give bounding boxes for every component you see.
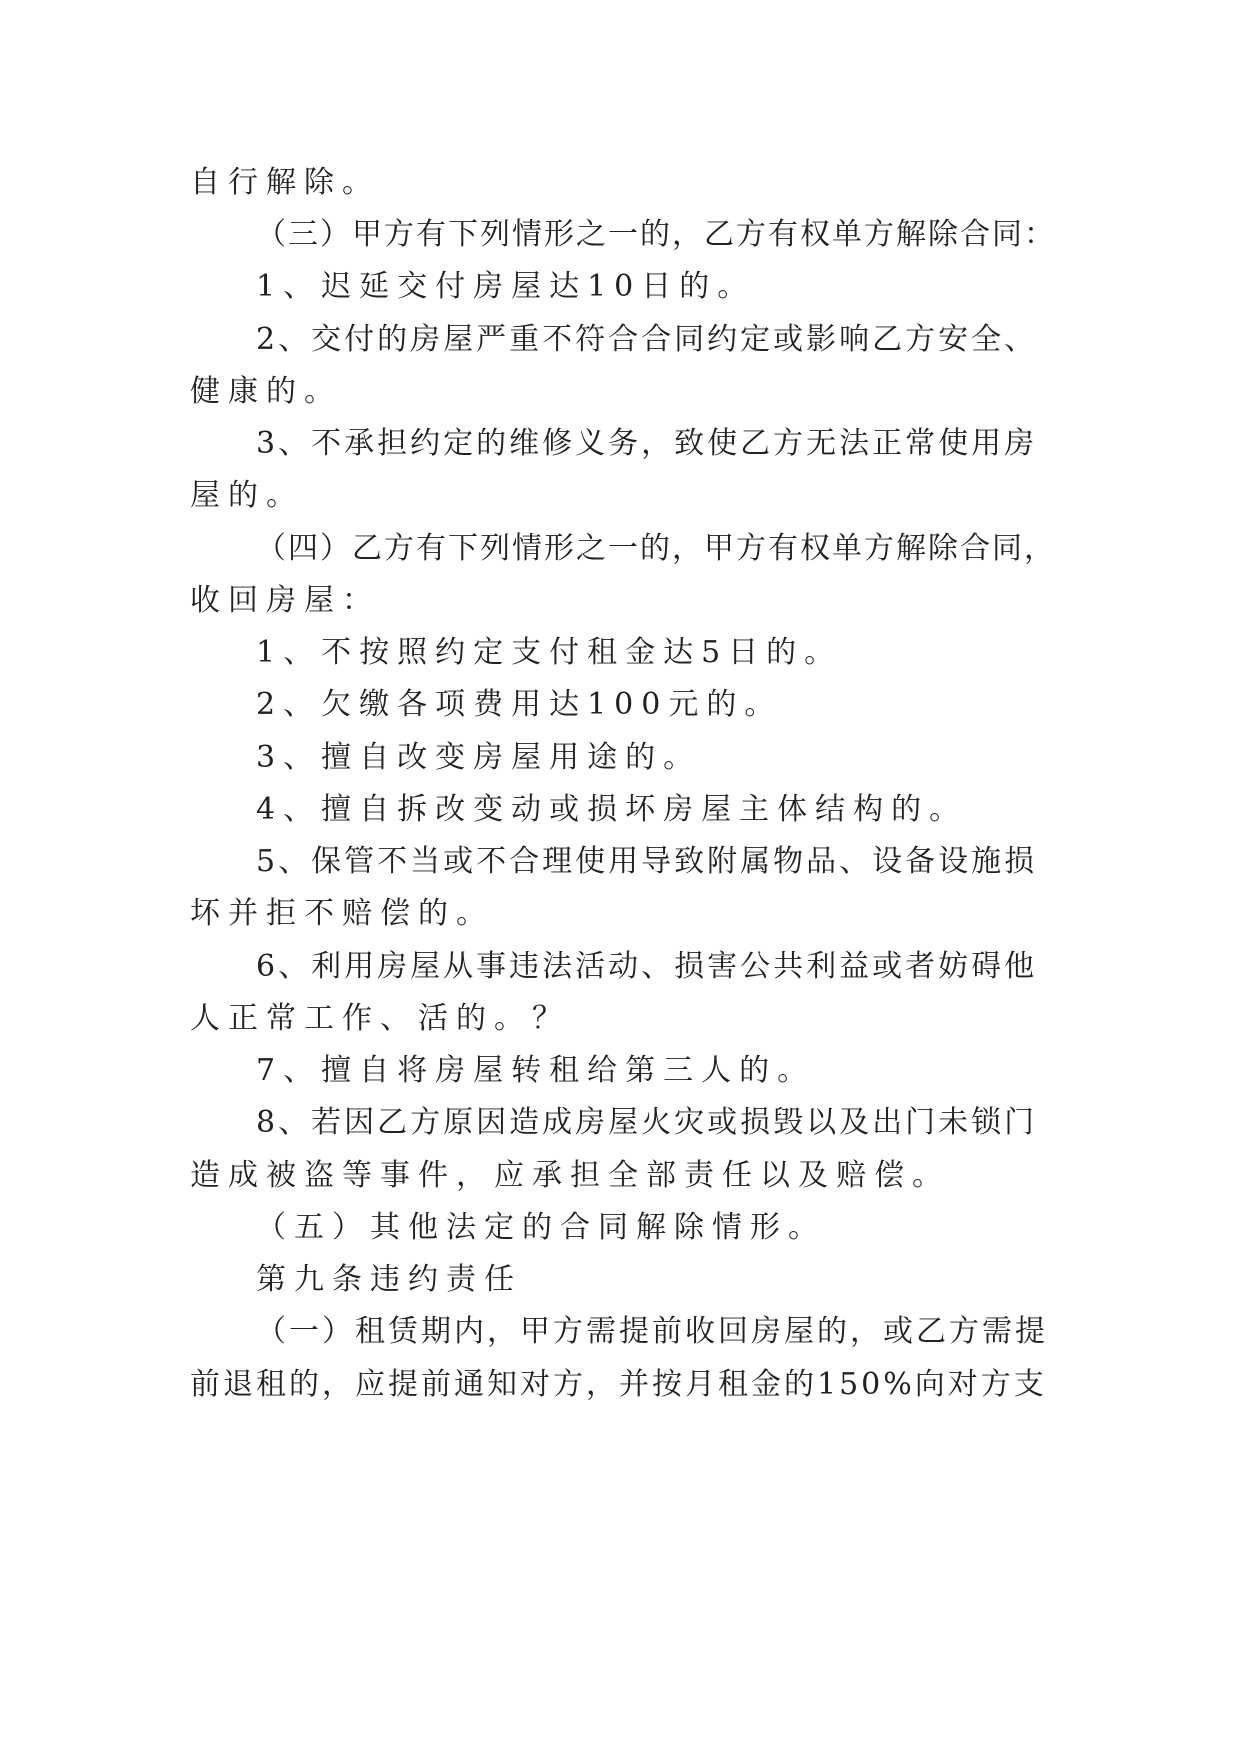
- text-line: （五）其他法定的合同解除情形。: [256, 1210, 826, 1245]
- text-line: 人正常工作、活的。？: [190, 1001, 570, 1036]
- text-line: 坏并拒不赔偿的。: [190, 896, 494, 931]
- text-line: 5、保管不当或不合理使用导致附属物品、设备设施损: [256, 844, 1038, 879]
- text-line: 8、若因乙方原因造成房屋火灾或损毁以及出门未锁门: [256, 1105, 1038, 1140]
- text-line: 3、不承担约定的维修义务，致使乙方无法正常使用房: [256, 426, 1038, 461]
- text-line: 1、不按照约定支付租金达5日的。: [256, 635, 843, 670]
- text-line: 自行解除。: [190, 165, 380, 200]
- text-line: 造成被盗等事件，应承担全部责任以及赔偿。: [190, 1158, 950, 1193]
- text-line: 4、擅自拆改变动或损坏房屋主体结构的。: [256, 792, 968, 827]
- text-line: （一）租赁期内，甲方需提前收回房屋的，或乙方需提: [256, 1314, 1048, 1349]
- text-line: 1、迟延交付房屋达10日的。: [256, 269, 756, 304]
- text-line: 屋的。: [190, 478, 304, 513]
- text-line: （四）乙方有下列情形之一的，甲方有权单方解除合同，: [256, 531, 1056, 566]
- section-heading: 第九条违约责任: [256, 1262, 522, 1297]
- text-line: 2、交付的房屋严重不符合合同约定或影响乙方安全、: [256, 322, 1038, 357]
- text-line: 6、利用房屋从事违法活动、损害公共利益或者妨碍他: [256, 949, 1038, 984]
- text-line: 2、欠缴各项费用达100元的。: [256, 687, 783, 722]
- text-line: 健康的。: [190, 374, 342, 409]
- text-line: 3、擅自改变房屋用途的。: [256, 740, 702, 775]
- text-line: （三）甲方有下列情形之一的，乙方有权单方解除合同：: [256, 217, 1056, 252]
- text-line: 7、擅自将房屋转租给第三人的。: [256, 1053, 816, 1088]
- text-line: 前退租的，应提前通知对方，并按月租金的150%向对方支: [190, 1367, 1047, 1402]
- text-line: 收回房屋：: [190, 583, 380, 618]
